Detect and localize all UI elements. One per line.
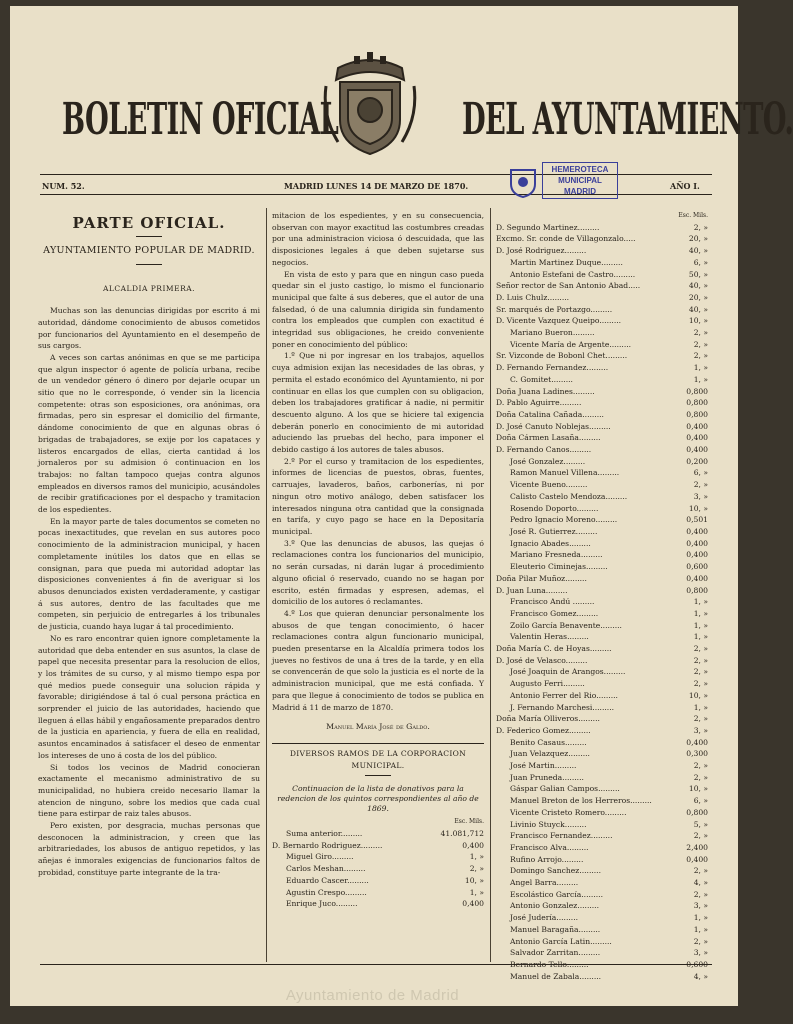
donor-row bbox=[496, 315, 708, 327]
donor-row bbox=[272, 828, 484, 840]
donor-row bbox=[496, 690, 708, 702]
donor-row bbox=[272, 863, 484, 875]
donor-name: Escolástico García......... bbox=[510, 889, 603, 899]
units-label: Esc. Mils. bbox=[454, 818, 484, 826]
donor-amount: 1, » bbox=[693, 913, 708, 923]
donor-name: Francisco Andú ......... bbox=[510, 597, 595, 607]
donor-name: Rosendo Doporto......... bbox=[510, 503, 599, 513]
donor-name: Calisto Castelo Mendoza......... bbox=[510, 491, 628, 501]
donor-row bbox=[496, 877, 708, 889]
donor-name: Ramon Manuel Villena......... bbox=[510, 468, 620, 478]
donor-row bbox=[272, 875, 484, 887]
donor-amount: 0,800 bbox=[686, 807, 708, 817]
donor-row bbox=[496, 631, 708, 643]
donor-row bbox=[496, 386, 708, 398]
donor-name: Bernardo Tello......... bbox=[510, 960, 589, 969]
donor-amount: 2, » bbox=[693, 714, 708, 724]
donor-row bbox=[272, 898, 484, 910]
paragraph: En la mayor parte de tales documentos se cometen no pocas inexactitudes, que revelan en sus autores poco conocimiento de la administracion municipal, y hacen completamente inútiles los datos que en ellas se consignan, para que pueda mi autoridad adoptar las disposiciones convenientes á fin de averiguar si los abusos denunciados existen verdaderamente, y castigar á sus autores, dentro de las facultades que me competen, sin perjuicio de entregarles á los tribunales de justicia, cuando haya lugar á tal procedimiento. bbox=[38, 516, 260, 632]
donor-amount: 2, » bbox=[693, 831, 708, 841]
donor-amount: 0,800 bbox=[686, 398, 708, 408]
donor-row bbox=[496, 304, 708, 316]
donor-row bbox=[496, 421, 708, 433]
donor-name: Sr. marqués de Portazgo......... bbox=[496, 304, 613, 314]
donor-amount: 20, » bbox=[688, 292, 708, 302]
donor-name: Doña Catalina Cañada......... bbox=[496, 409, 604, 419]
donor-name: C. Gomitet......... bbox=[510, 374, 573, 384]
donor-amount: 1, » bbox=[693, 620, 708, 630]
donor-name: Enrique Juco......... bbox=[286, 899, 358, 909]
masthead-right: DEL AYUNTAMIENTO. bbox=[462, 94, 793, 145]
paragraph: 2.º Por el curso y tramitacion de los espedientes, informes de licencias de puestos, obras, fuentes, carruajes, lavaderos, baños, carbonerías, ni por ningun otro motivo análogo, deben satisfacer los interesados ninguna otra cantidad que la consignada en tarifa, y cuyo pago se hace en la Depositaría municipal. bbox=[272, 456, 484, 536]
donor-row bbox=[496, 713, 708, 725]
donor-name: Rufino Arrojo......... bbox=[510, 854, 584, 864]
donor-name: José R. Gutierrez......... bbox=[510, 526, 598, 536]
column-2 bbox=[272, 210, 484, 966]
short-rule bbox=[136, 236, 162, 237]
donor-name: Eleuterio Ciminejas......... bbox=[510, 562, 608, 572]
donor-amount: 0,400 bbox=[686, 526, 708, 536]
donor-row bbox=[496, 362, 708, 374]
donor-amount: 10, » bbox=[688, 784, 708, 794]
paragraph: 1.º Que ni por ingresar en los trabajos, aquellos cuya admision exijan las necesidades de las obras, y permita el estado económico del Ayuntamiento, ni por continuar en ellas los que cumplen con su obligacion, deben los trabajadores gratificar á nadie, ni permitir descuento alguno. A los que se hiciere tal exigencia deberán ponerlo en conocimiento de mi autoridad aduciendo las pruebas del hecho, para imponer el debido castigo á los autores de tales abusos. bbox=[272, 351, 484, 455]
donor-name: Valentin Heras......... bbox=[510, 632, 589, 642]
donor-amount: 1, » bbox=[469, 852, 484, 862]
donor-amount: 6, » bbox=[693, 257, 708, 267]
donor-row bbox=[496, 608, 708, 620]
donor-amount: 2, » bbox=[693, 936, 708, 946]
donor-amount: 0,600 bbox=[686, 562, 708, 572]
donor-name: Martin Martinez Duque......... bbox=[510, 257, 623, 267]
donor-name: D. Vicente Vazquez Queipo......... bbox=[496, 316, 622, 326]
donor-name: Antonio Estefani de Castro......... bbox=[510, 269, 636, 279]
parte-oficial-heading: PARTE OFICIAL. bbox=[72, 214, 226, 232]
diversos-heading: DIVERSOS RAMOS DE LA CORPORACION MUNICIPAL. bbox=[289, 748, 467, 770]
donor-amount: 2, » bbox=[693, 667, 708, 677]
donor-row bbox=[496, 865, 708, 877]
donor-name: Doña Juana Ladines......... bbox=[496, 386, 595, 396]
donor-row bbox=[496, 702, 708, 714]
donor-amount: 0,400 bbox=[462, 840, 484, 850]
donor-amount: 2, » bbox=[693, 889, 708, 899]
donor-name: Domingo Sanchez......... bbox=[510, 866, 602, 876]
donor-name: D. Luis Chulz......... bbox=[496, 292, 570, 302]
donor-name: José Gonzalez......... bbox=[510, 456, 586, 466]
donor-name: Sr. Vizconde de Bobonl Chet......... bbox=[496, 351, 628, 361]
donor-row bbox=[496, 947, 708, 959]
donor-row bbox=[272, 887, 484, 899]
paragraph: Muchas son las denuncias dirigidas por escrito á mi autoridad, dándome conocimiento de abusos cometidos por funcionarios del Ayuntamiento en el desempeño de sus cargos. bbox=[38, 306, 260, 351]
donor-amount: 0,400 bbox=[686, 550, 708, 560]
donor-amount: 40, » bbox=[688, 281, 708, 291]
donor-name: Doña Pilar Muñoz......... bbox=[496, 573, 587, 583]
continuacion-heading: Continuacion de la lista de donativos para la redencion de los quintos correspondientes al año de 1869. bbox=[277, 784, 479, 814]
footer-rule bbox=[40, 964, 712, 965]
donor-row bbox=[496, 479, 708, 491]
donor-row bbox=[496, 772, 708, 784]
donor-amount: 41.081,712 bbox=[440, 829, 484, 839]
donor-name: D. José de Velasco......... bbox=[496, 655, 588, 665]
donor-row bbox=[496, 643, 708, 655]
donor-row bbox=[496, 760, 708, 772]
donor-row bbox=[496, 514, 708, 526]
donor-amount: 3, » bbox=[693, 948, 708, 958]
donor-row bbox=[496, 538, 708, 550]
donor-name: D. Fernando Canos......... bbox=[496, 445, 592, 455]
donor-name: Vicente Cristeto Romero......... bbox=[510, 807, 627, 817]
donor-row bbox=[496, 807, 708, 819]
column-3 bbox=[496, 210, 708, 981]
donor-name: Miguel Giro......... bbox=[286, 852, 354, 862]
column-divider-2 bbox=[490, 208, 491, 962]
alcaldia-heading: ALCALDIA PRIMERA. bbox=[102, 284, 196, 294]
donor-row bbox=[496, 795, 708, 807]
donor-amount: 5, » bbox=[693, 819, 708, 829]
donor-name: Gáspar Galian Campos......... bbox=[510, 784, 620, 794]
donor-amount: 4, » bbox=[693, 878, 708, 888]
donor-name: D. Bernardo Rodriguez......... bbox=[272, 840, 383, 850]
donor-amount: 6, » bbox=[693, 468, 708, 478]
donor-name: Agustin Crespo......... bbox=[286, 887, 367, 897]
donor-row bbox=[496, 842, 708, 854]
donor-row bbox=[496, 725, 708, 737]
donor-amount: 10, » bbox=[688, 503, 708, 513]
donor-name: D. José Canuto Noblejas......... bbox=[496, 421, 611, 431]
donor-name: Francisco Alva......... bbox=[510, 842, 589, 852]
donor-row bbox=[496, 327, 708, 339]
section-rule bbox=[272, 743, 484, 744]
short-rule bbox=[365, 775, 391, 776]
donor-amount: 0,300 bbox=[686, 749, 708, 759]
donor-row bbox=[496, 620, 708, 632]
donor-row bbox=[496, 409, 708, 421]
donor-name: Augusto Ferri......... bbox=[510, 679, 585, 689]
donor-name: Suma anterior......... bbox=[286, 829, 363, 839]
donor-amount: 0,501 bbox=[686, 515, 708, 525]
donor-name: Manuel Breton de los Herreros......... bbox=[510, 796, 652, 806]
stamp-line-3: MADRID bbox=[564, 187, 596, 196]
donor-name: Excmo. Sr. conde de Villagonzalo..... bbox=[496, 234, 636, 244]
donor-amount: 1, » bbox=[693, 363, 708, 373]
donor-amount: 0,400 bbox=[462, 899, 484, 909]
donor-amount: 0,400 bbox=[686, 854, 708, 864]
donor-row bbox=[496, 596, 708, 608]
paragraph: Si todos los vecinos de Madrid conocieran exactamente el mecanismo administrativo de su municipalidad, no hubiera creido necesario llamar la atencion de ninguno, sobre los medios que cada cual tiene para estirpar de raiz tales abusos. bbox=[38, 762, 260, 819]
donor-name: Eduardo Cascer......... bbox=[286, 875, 369, 885]
donor-amount: 0,400 bbox=[686, 445, 708, 455]
donor-amount: 3, » bbox=[693, 901, 708, 911]
donor-amount: 1, » bbox=[693, 597, 708, 607]
donor-name: Antonio García Latin......... bbox=[510, 936, 612, 946]
stamp-line-1: HEMEROTECA bbox=[551, 165, 609, 174]
donor-name: Mariano Bueron......... bbox=[510, 328, 595, 338]
donor-amount: 50, » bbox=[688, 269, 708, 279]
donor-name: Salvador Zarritan......... bbox=[510, 948, 601, 958]
paragraph: No es raro encontrar quien ignore completamente la autoridad que deba entender en sus asuntos, la clase de papel que necesita presentar para la resolucion de ellos, y los trámites de su curso, y al mismo tiempo espa por qué medios puede conseguir una solucion rápida y favorable; dirigiéndose á tal ó cual persona práctica en sorprender el juicio de las autoridades, haciendo que lleguen á ellas hábil y engañosamente preparados dentro de la justicia en apariencia, y fuera de ella en realidad, asuntos encaminados á satisfacer el deseo de enmentar los intereses de uno á costa de los del público. bbox=[38, 633, 260, 760]
donor-amount: 0,400 bbox=[686, 421, 708, 431]
donor-amount: 0,400 bbox=[686, 538, 708, 548]
donor-name: Pedro Ignacio Moreno......... bbox=[510, 515, 618, 525]
donor-row bbox=[272, 840, 484, 852]
column-1 bbox=[38, 210, 260, 966]
donor-name: J. Fernando Marchesi......... bbox=[510, 702, 615, 712]
donor-amount: 2, » bbox=[693, 772, 708, 782]
donor-amount: 0,400 bbox=[686, 433, 708, 443]
donor-name: Juan Pruneda......... bbox=[510, 772, 584, 782]
donor-amount: 2, » bbox=[693, 761, 708, 771]
stamp-seal-icon bbox=[508, 164, 538, 198]
donor-amount: 0,800 bbox=[686, 386, 708, 396]
donor-name: Doña María Olliveros......... bbox=[496, 714, 600, 724]
donor-row bbox=[496, 912, 708, 924]
donor-row bbox=[496, 526, 708, 538]
donor-amount: 2, » bbox=[469, 864, 484, 874]
donor-name: Zoilo García Benavente......... bbox=[510, 620, 622, 630]
donor-name: D. Juan Luna......... bbox=[496, 585, 568, 595]
donor-name: Antonio Ferrer del Rio......... bbox=[510, 690, 618, 700]
donor-row bbox=[496, 432, 708, 444]
donor-amount: 4, » bbox=[693, 971, 708, 981]
donor-row bbox=[496, 456, 708, 468]
donor-row bbox=[496, 549, 708, 561]
donor-row bbox=[272, 851, 484, 863]
donor-amount: 3, » bbox=[693, 725, 708, 735]
donor-name: José Martin......... bbox=[510, 761, 577, 771]
donor-amount: 10, » bbox=[688, 690, 708, 700]
signature: Manuel María José de Galdo. bbox=[326, 722, 430, 732]
donor-row bbox=[496, 854, 708, 866]
donor-name: Doña Cármen Lasaña......... bbox=[496, 433, 601, 443]
donor-row bbox=[496, 467, 708, 479]
donor-name: D. Pablo Aguirre......... bbox=[496, 398, 582, 408]
donor-row bbox=[496, 269, 708, 281]
donor-name: Ignacio Abades......... bbox=[510, 538, 591, 548]
donor-amount: 2, » bbox=[693, 679, 708, 689]
watermark: Ayuntamiento de Madrid bbox=[285, 987, 460, 1004]
donor-row bbox=[496, 257, 708, 269]
donor-name: Carlos Meshan......... bbox=[286, 864, 366, 874]
masthead-left: BOLETIN OFICIAL bbox=[62, 94, 339, 145]
donor-amount: 2, » bbox=[693, 655, 708, 665]
donor-row bbox=[496, 971, 708, 983]
donor-row bbox=[496, 573, 708, 585]
donor-row bbox=[496, 748, 708, 760]
donor-amount: 0,400 bbox=[686, 573, 708, 583]
donor-row bbox=[496, 666, 708, 678]
donor-amount: 2, » bbox=[693, 328, 708, 338]
donor-amount: 20, » bbox=[688, 234, 708, 244]
donor-name: Manuel Baragaña......... bbox=[510, 924, 601, 934]
donor-amount: 10, » bbox=[688, 316, 708, 326]
donor-name: Francisco Gomez......... bbox=[510, 608, 599, 618]
donor-name: Vicente María de Argente......... bbox=[510, 339, 632, 349]
donor-row bbox=[496, 900, 708, 912]
donor-name: Vicente Bueno......... bbox=[510, 480, 588, 490]
donor-amount: 2, » bbox=[693, 351, 708, 361]
donor-list bbox=[272, 828, 484, 910]
donor-row bbox=[496, 491, 708, 503]
donor-amount: 3, » bbox=[693, 491, 708, 501]
donor-amount: 2, » bbox=[693, 222, 708, 232]
donor-row bbox=[496, 222, 708, 234]
paragraph: 3.º Que las denuncias de abusos, las quejas ó reclamaciones contra los funcionarios del municipio, no serán cursadas, ni darán lugar á procedimiento alguno oficial ó reservado, cuando no se hagan por escrito, estén firmadas y espresen, ademas, el domicilio de los autores ó reclamantes. bbox=[272, 538, 484, 607]
donor-name: D. Federico Gomez......... bbox=[496, 725, 591, 735]
donor-amount: 2, » bbox=[693, 339, 708, 349]
donor-name: Angel Barra......... bbox=[510, 878, 579, 888]
issue-number: NUM. 52. bbox=[42, 181, 85, 191]
paragraph: A veces son cartas anónimas en que se me participa que algun inspector ó agente de policía urbana, recibe de un vendedor género ó dinero por dejarle ocupar un sitio que no le corresponde, ó vender sin la licencia competente: otras son esposiciones, ora anónimas, ora firmadas, pero sin espresar el domicilio del firmante, dándome conocimiento de que en algunas obras ó brigadas de trabajadores, se exije por los capataces y listeros encargados de ellas, cierta cantidad á los jornaleros por su admision ó continuacion en los trabajos: no faltan tampoco quejas contra algunos empleados en diversos ramos del municipio, acusándoles de recibir gratificaciones por el despacho y tramitacion de los espedientes. bbox=[38, 352, 260, 515]
donor-list bbox=[496, 222, 708, 983]
newspaper-page bbox=[10, 6, 793, 1006]
hemeroteca-stamp bbox=[508, 160, 620, 202]
donor-amount: 1, » bbox=[693, 608, 708, 618]
donor-row bbox=[496, 339, 708, 351]
donor-amount: 2, » bbox=[693, 644, 708, 654]
donor-row bbox=[496, 783, 708, 795]
issue-date: MADRID LUNES 14 DE MARZO DE 1870. bbox=[284, 181, 469, 191]
donor-amount: 0,200 bbox=[686, 456, 708, 466]
madrid-coat-of-arms-icon bbox=[318, 46, 422, 158]
column-divider-1 bbox=[266, 208, 267, 962]
donor-amount: 40, » bbox=[688, 246, 708, 256]
donor-name: D. Segundo Martinez......... bbox=[496, 222, 600, 232]
donor-amount: 1, » bbox=[693, 374, 708, 384]
short-rule bbox=[136, 264, 162, 265]
donor-name: Juan Velazquez......... bbox=[510, 749, 590, 759]
donor-name: Manuel de Zabala......... bbox=[510, 971, 602, 981]
donor-row bbox=[496, 936, 708, 948]
donor-row bbox=[496, 678, 708, 690]
donor-name: Mariano Fresneda......... bbox=[510, 550, 603, 560]
donor-amount: 6, » bbox=[693, 796, 708, 806]
donor-amount: 1, » bbox=[693, 632, 708, 642]
paragraph: 4.º Los que quieran denunciar personalmente los abusos de que tengan conocimiento, ó hacer reclamaciones contra algun funcionario municipal, pueden presentarse en la Alcaldía primera todos los jueves no festivos de una á tres de la tarde, y en ella se convencerán de que solo la justicia es el norte de la administracion municipal, que me está confiada. Y para que llegue á conocimiento de todos se publica en Madrid á 11 de marzo de 1870. bbox=[272, 608, 484, 712]
donor-row bbox=[496, 233, 708, 245]
donor-name: D. Fernando Fernandez......... bbox=[496, 363, 609, 373]
donor-amount: 40, » bbox=[688, 304, 708, 314]
issue-year: AÑO I. bbox=[670, 181, 700, 191]
donor-row bbox=[496, 444, 708, 456]
donor-row bbox=[496, 585, 708, 597]
stamp-line-2: MUNICIPAL bbox=[558, 176, 602, 185]
donor-amount: 2,400 bbox=[686, 842, 708, 852]
donor-name: Señor rector de San Antonio Abad..... bbox=[496, 281, 641, 291]
donor-row bbox=[496, 830, 708, 842]
paragraph: mitacion de los espedientes, y en su consecuencia, observan con mayor exactitud las costumbres creadas por una administracion viciosa ó descuidada, que las disposiciones legales á que deben sujetarse sus negocios. bbox=[272, 211, 484, 267]
donor-amount: 10, » bbox=[464, 875, 484, 885]
donor-amount: 1, » bbox=[469, 887, 484, 897]
donor-amount: 0,400 bbox=[686, 737, 708, 747]
donor-amount: 0,800 bbox=[686, 409, 708, 419]
paragraph: En vista de esto y para que en ningun caso pueda quedar sin el justo castigo, lo mismo el funcionario municipal que falte á sus deberes, que el autor de una falsedad, ó de una calumnia dirigida sin fundamento contra los empleados que cumplen con exactitud é integridad sus obligaciones, he creido conveniente poner en conocimiento del público: bbox=[272, 269, 484, 349]
donor-row bbox=[496, 503, 708, 515]
donor-row bbox=[496, 245, 708, 257]
donor-amount: 2, » bbox=[693, 866, 708, 876]
donor-row bbox=[496, 889, 708, 901]
ayuntamiento-heading: AYUNTAMIENTO POPULAR DE MADRID. bbox=[43, 244, 255, 256]
donor-name: José Joaquin de Arangos......... bbox=[510, 667, 626, 677]
donor-amount: 0,800 bbox=[686, 585, 708, 595]
donor-amount: 1, » bbox=[693, 702, 708, 712]
donor-name: José Judería......... bbox=[510, 913, 579, 923]
donor-row bbox=[496, 292, 708, 304]
donor-amount: 1, » bbox=[693, 924, 708, 934]
donor-name: Francisco Fernandez......... bbox=[510, 831, 613, 841]
donor-amount: 0,600 bbox=[686, 960, 708, 969]
donor-name: D. José Rodriguez......... bbox=[496, 246, 587, 256]
donor-name: Doña María C. de Hoyas......... bbox=[496, 644, 612, 654]
donor-row bbox=[496, 924, 708, 936]
donor-row bbox=[496, 397, 708, 409]
paragraph: Pero existen, por desgracia, muchas personas que desconocen la administracion, y creen que las arbitrariedades, los abusos de antiguo repetidos, y las añejas é inmorales exigencias de funcionarios faltos de probidad, constituye parte integrante de la tra- bbox=[38, 821, 260, 877]
units-label: Esc. Mils. bbox=[678, 212, 708, 219]
donor-row bbox=[496, 374, 708, 386]
donor-row bbox=[496, 655, 708, 667]
donor-row bbox=[496, 350, 708, 362]
donor-amount: 2, » bbox=[693, 480, 708, 490]
donor-row bbox=[496, 280, 708, 292]
donor-name: Livinio Stuyck......... bbox=[510, 819, 587, 829]
donor-name: Benito Casaus......... bbox=[510, 737, 587, 747]
donor-row bbox=[496, 819, 708, 831]
donor-name: Antonio Gonzalez......... bbox=[510, 901, 600, 911]
donor-row bbox=[496, 561, 708, 573]
donor-row bbox=[496, 737, 708, 749]
